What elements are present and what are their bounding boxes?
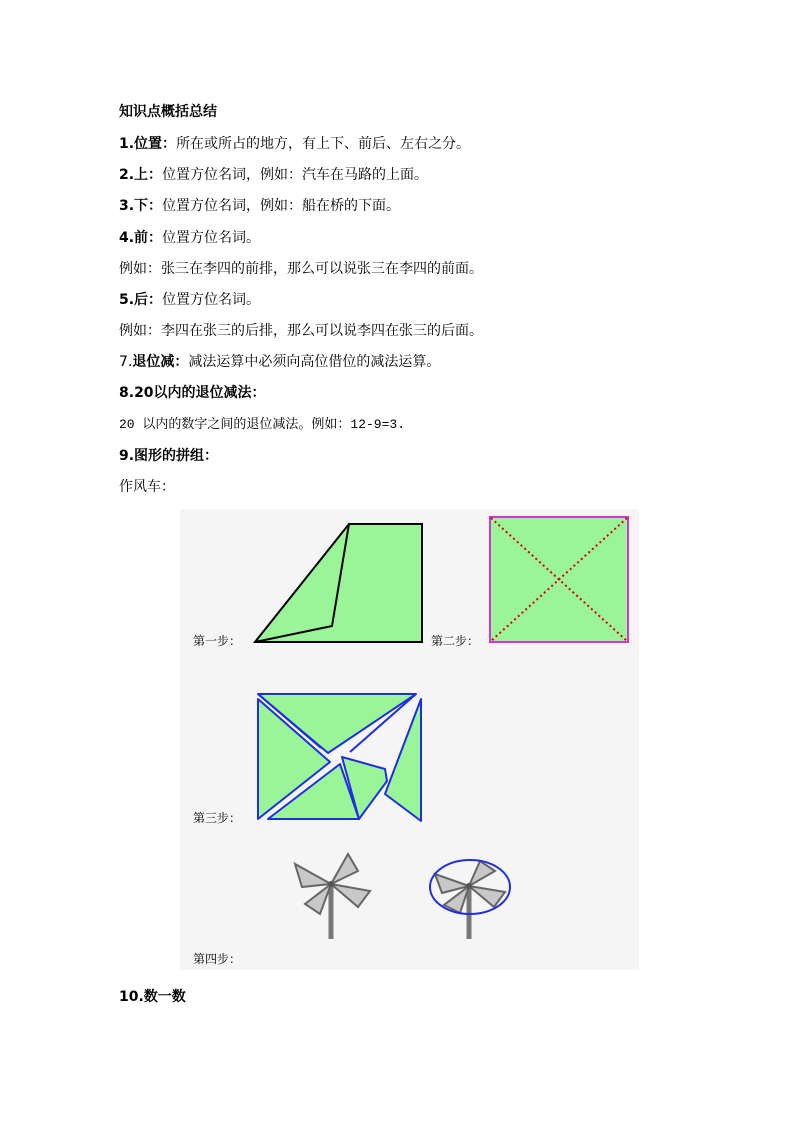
step2-label: 第二步： — [431, 634, 480, 648]
step4-pinwheel-left — [295, 854, 370, 939]
item-text: 位置方位名词，例如：船在桥的下面。 — [162, 198, 401, 214]
item-label: 20以内的退位减法： — [134, 385, 266, 401]
step4-label: 第四步： — [193, 952, 242, 966]
item-label: 2.上： — [119, 167, 163, 183]
item-down — [119, 197, 400, 215]
item-label: 9.图形的拼组： — [119, 448, 219, 464]
pinwheel-steps-illustration — [180, 509, 639, 970]
item-text: 位置方位名词，例如：汽车在马路的上面。 — [162, 167, 429, 183]
example-back: 例如：李四在张三的后排，那么可以说李四在张三的后面。 — [119, 323, 483, 339]
item-number: 8. — [119, 385, 135, 401]
item-text: 减法运算中必须向高位借位的减法运算。 — [188, 354, 441, 370]
step3-label: 第三步： — [193, 811, 242, 825]
step1-folded-paper — [255, 524, 422, 642]
item-up — [119, 166, 428, 184]
item-number: 7. — [119, 354, 133, 370]
item-text: 所在或所占的地方，有上下、前后、左右之分。 — [176, 136, 471, 152]
example-within-20: 20 以内的数字之间的退位减法。例如：12-9=3. — [119, 417, 406, 432]
item-back — [119, 291, 260, 309]
step2-square-diagonals — [490, 517, 628, 642]
step3-cut-square — [258, 694, 421, 821]
item-front — [119, 229, 260, 247]
item-text: 位置方位名词。 — [162, 230, 261, 246]
pinwheel-figure — [180, 509, 639, 970]
item-position — [119, 135, 470, 153]
item-label: 3.下： — [119, 198, 163, 214]
item-within-20 — [119, 384, 266, 402]
step1-label: 第一步： — [193, 634, 242, 648]
item-label: 退位减： — [132, 354, 189, 370]
make-pinwheel-label: 作风车： — [119, 479, 175, 495]
next-section-heading: 10.数一数 — [119, 989, 186, 1005]
item-label: 1.位置： — [119, 136, 177, 152]
item-label: 5.后： — [119, 292, 163, 308]
item-borrow-subtraction — [119, 353, 440, 371]
section-heading: 知识点概括总结 — [119, 104, 217, 120]
step4-pinwheel-right — [430, 860, 510, 939]
item-shape-combining — [119, 447, 218, 465]
example-front: 例如：张三在李四的前排，那么可以说张三在李四的前面。 — [119, 261, 483, 277]
item-label: 4.前： — [119, 230, 163, 246]
item-text: 位置方位名词。 — [162, 292, 261, 308]
